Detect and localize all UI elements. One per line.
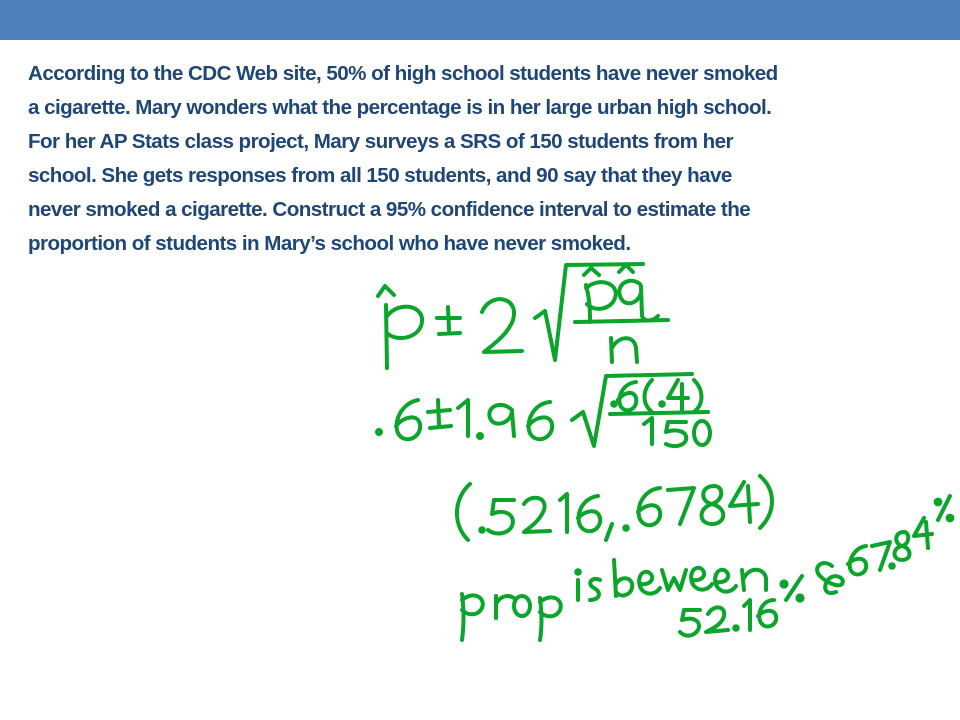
handwritten-conclusion [462,496,952,640]
problem-line: proportion of students in Mary’s school who have never smoked. [28,232,631,255]
problem-line: a cigarette. Mary wonders what the percentage is in her large urban high school. [28,96,772,119]
handwritten-interval [457,476,772,540]
problem-line: school. She gets responses from all 150 students, and 90 say that they have [28,164,732,187]
problem-line: For her AP Stats class project, Mary surveys a SRS of 150 students from her [28,130,733,153]
handwritten-formula [378,264,668,368]
problem-line: never smoked a cigarette. Construct a 95% confidence interval to estimate the [28,198,751,221]
problem-line: According to the CDC Web site, 50% of high school students have never smoked [28,62,778,85]
handwritten-substitution [377,374,710,446]
